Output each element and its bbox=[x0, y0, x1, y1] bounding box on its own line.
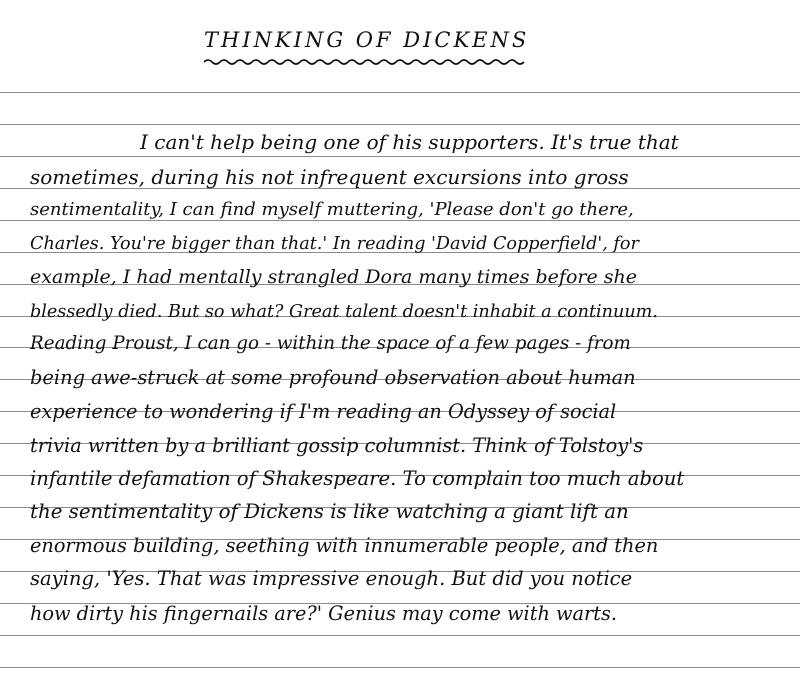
title-underline bbox=[202, 56, 526, 68]
text-line-15: how dirty his fingernails are?' Genius may come with warts. bbox=[30, 602, 617, 625]
text-line-4: Charles. You're bigger than that.' In reading 'David Copperfield', for bbox=[30, 234, 639, 254]
text-line-3: sentimentality, I can find myself muttering, 'Please don't go there, bbox=[30, 199, 634, 220]
text-line-2: sometimes, during his not infrequent excursions into gross bbox=[30, 165, 629, 189]
ruled-line bbox=[0, 124, 800, 125]
text-line-14: saying, 'Yes. That was impressive enough. But did you notice bbox=[30, 567, 633, 590]
page-title: THINKING OF DICKENS bbox=[204, 28, 530, 52]
text-line-11: infantile defamation of Shakespeare. To complain too much about bbox=[30, 467, 685, 490]
text-line-8: being awe-struck at some profound observation about human bbox=[30, 366, 636, 389]
text-line-1: I can't help being one of his supporters. It's true that bbox=[140, 130, 679, 154]
ruled-line bbox=[0, 667, 800, 668]
text-line-13: enormous building, seething with innumerable people, and then bbox=[30, 534, 659, 557]
text-line-5: example, I had mentally strangled Dora many times before she bbox=[30, 266, 637, 288]
text-line-7: Reading Proust, I can go - within the space of a few pages - from bbox=[30, 333, 631, 354]
text-line-6: blessedly died. But so what? Great talent doesn't inhabit a continuum. bbox=[30, 302, 658, 322]
text-line-9: experience to wondering if I'm reading an Odyssey of social bbox=[30, 400, 617, 423]
ruled-line bbox=[0, 635, 800, 636]
ruled-line bbox=[0, 156, 800, 157]
text-line-10: trivia written by a brilliant gossip columnist. Think of Tolstoy's bbox=[30, 434, 644, 457]
text-line-12: the sentimentality of Dickens is like watching a giant lift an bbox=[30, 500, 629, 523]
ruled-line bbox=[0, 92, 800, 93]
